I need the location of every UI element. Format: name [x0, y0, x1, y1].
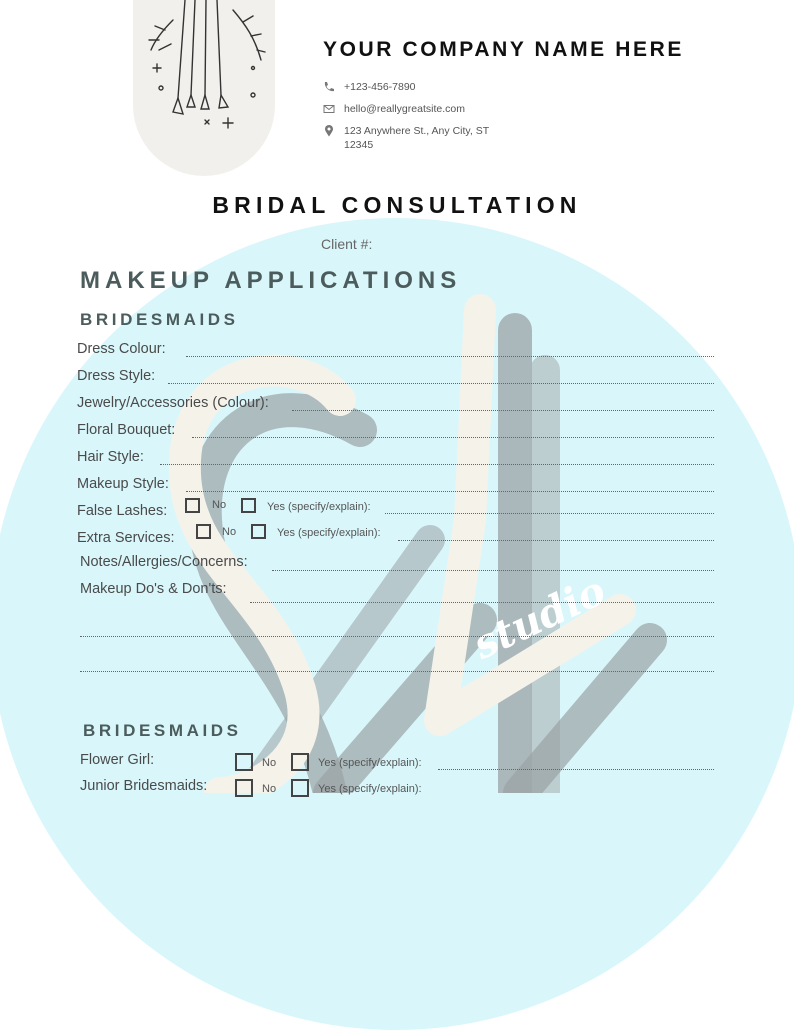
bridesmaids-heading: BRIDESMAIDS [80, 310, 239, 329]
address: 123 Anywhere St., Any City, ST 12345 [344, 125, 489, 151]
flower-girl-yes-label: Yes (specify/explain): [318, 757, 422, 769]
phone-row [323, 80, 494, 94]
extra-services-label: Extra Services: [77, 530, 175, 546]
flower-girl-yes-checkbox[interactable] [291, 753, 309, 771]
email-address: hello@reallygreatsite.com [344, 103, 465, 115]
junior-bridesmaids-yes-checkbox[interactable] [291, 779, 309, 797]
false-lashes-yes-label: Yes (specify/explain): [267, 501, 371, 513]
false-lashes-label: False Lashes: [77, 503, 168, 519]
dress-colour-label: Dress Colour: [77, 341, 166, 357]
floral-bouquet-line[interactable] [192, 437, 714, 438]
flower-girl-line[interactable] [438, 769, 714, 770]
phone-icon [323, 81, 335, 93]
makeup-dos-donts-label: Makeup Do's & Don'ts: [80, 581, 227, 597]
email-icon [323, 103, 335, 115]
watermark-text: studio [465, 566, 613, 669]
makeup-dos-donts-line[interactable] [250, 602, 714, 603]
makeup-brushes-logo-icon [133, 0, 275, 176]
dress-colour-line[interactable] [186, 356, 714, 357]
junior-bridesmaids-no-label: No [262, 783, 277, 795]
hair-style-label: Hair Style: [77, 449, 144, 465]
company-name: YOUR COMPANY NAME HERE [323, 38, 684, 61]
false-lashes-no-label: No [212, 499, 227, 511]
phone-number: +123-456-7890 [344, 81, 416, 93]
extra-services-no-checkbox[interactable] [196, 524, 211, 539]
junior-bridesmaids-no-checkbox[interactable] [235, 779, 253, 797]
document-title: BRIDAL CONSULTATION [212, 192, 582, 218]
flower-girl-no-checkbox[interactable] [235, 753, 253, 771]
makeup-dos-donts-line-3[interactable] [80, 671, 714, 672]
extra-services-yes-checkbox[interactable] [251, 524, 266, 539]
jewelry-accessories-line[interactable] [292, 410, 714, 411]
dress-style-label: Dress Style: [77, 368, 156, 384]
flower-girl-no-label: No [262, 757, 277, 769]
makeup-dos-donts-line-2[interactable] [80, 636, 714, 637]
dress-style-line[interactable] [168, 383, 714, 384]
junior-bridesmaids-label: Junior Bridesmaids: [80, 778, 208, 794]
client-number-label: Client #: [321, 236, 373, 252]
junior-bridesmaids-yes-label: Yes (specify/explain): [318, 783, 422, 795]
notes-allergies-label: Notes/Allergies/Concerns: [80, 554, 248, 570]
jewelry-accessories-label: Jewelry/Accessories (Colour): [77, 395, 269, 411]
hair-style-line[interactable] [160, 464, 714, 465]
address-row [323, 124, 494, 152]
extra-services-no-label: No [222, 526, 237, 538]
false-lashes-line[interactable] [385, 513, 714, 514]
floral-bouquet-label: Floral Bouquet: [77, 422, 176, 438]
logo-badge [133, 0, 275, 176]
flower-girl-label: Flower Girl: [80, 752, 155, 768]
location-pin-icon [323, 125, 335, 137]
extra-services-yes-label: Yes (specify/explain): [277, 527, 381, 539]
bridesmaids-heading-2: BRIDESMAIDS [83, 721, 242, 740]
makeup-style-line[interactable] [186, 491, 714, 492]
false-lashes-yes-checkbox[interactable] [241, 498, 256, 513]
section-title: MAKEUP APPLICATIONS [80, 267, 462, 294]
makeup-style-label: Makeup Style: [77, 476, 169, 492]
notes-allergies-line[interactable] [272, 570, 714, 571]
email-row [323, 102, 494, 116]
extra-services-line[interactable] [398, 540, 714, 541]
false-lashes-no-checkbox[interactable] [185, 498, 200, 513]
